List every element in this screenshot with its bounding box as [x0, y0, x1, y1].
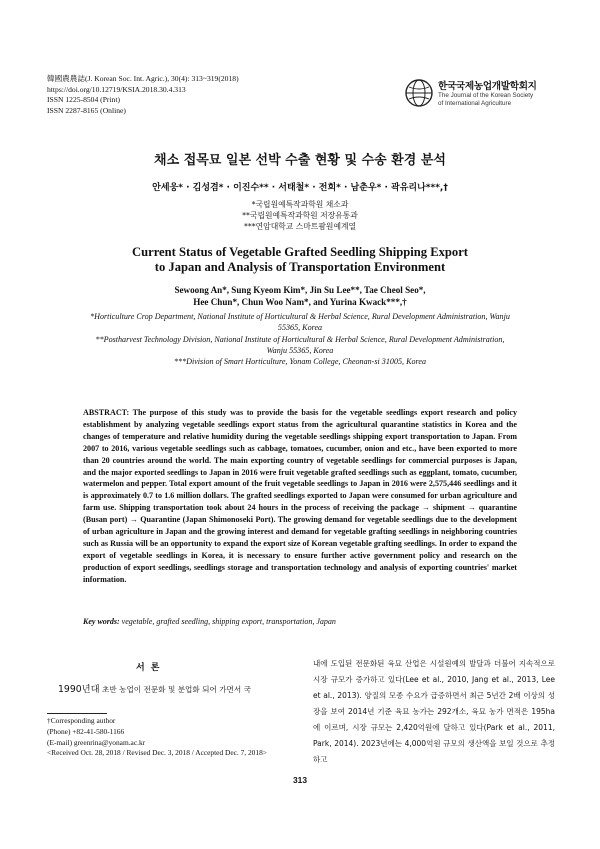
society-name-english: The Journal of the Korean Society of International Agriculture — [438, 92, 534, 107]
page-number: 313 — [293, 775, 307, 785]
affiliations-english — [88, 311, 512, 367]
paper-title-korean: 채소 접목묘 일본 선박 수출 현황 및 수송 환경 분석 — [154, 153, 446, 168]
footnote — [47, 716, 267, 759]
intro-lead-word: 1990년대 — [58, 684, 100, 695]
issn-online: ISSN 2287-8165 (Online) — [47, 105, 126, 115]
affiliation-ko-1: *국립원예특작과학원 채소과 — [251, 200, 349, 209]
corresponding-author: †Corresponding author — [47, 716, 116, 725]
affiliation-en-2: **Postharvest Technology Division, National Institute of Horticultural & Herbal Science, Rural Development Administration, Wanju 55365, Korea — [95, 334, 505, 355]
section-heading-introduction: 서론 — [136, 663, 166, 673]
affiliation-ko-2: **국립원예특작과학원 저장유통과 — [242, 211, 358, 221]
introduction-right-column: 내에 도입된 전문화된 육묘 산업은 시설원예의 발달과 더불어 지속적으로 시장 규모가 증가하고 있다(Lee et al., 2010, Jang et al., 2013, Lee et al., 2013). 양질의 모종 수요가 급증하면서 최근 5년간 2배 이상의 성장을 보여 2014년 기준 육묘 농가는 292개소, 육묘 농가 면적은 195ha에 이르며, 시장 규모는 2,420억원에 달하고 있다(Park et al., 2011, Park, 2014). 2023년에는 4,000억원 규모의 생산액을 보일 것으로 추정하고 — [313, 659, 555, 764]
affiliation-en-3: ***Division of Smart Horticulture, Yonam College, Cheonan-si 31005, Korea — [173, 357, 427, 367]
society-logo — [404, 76, 564, 116]
journal-header — [47, 74, 239, 116]
authors-english: Sewoong An*, Sung Kyeom Kim*, Jin Su Lee**, Tae Cheol Seo*, Hee Chun*, Chun Woo Nam*, and Yurina Kwack***,† — [174, 285, 426, 307]
abstract: ABSTRACT: The purpose of this study was to provide the basis for the vegetable seedlings export research and policy establishment by analyzing vegetable seedlings export status from the agricultural quarantine statistics in Korea and the changes of temperature and relative humidity during the vegetable seedlings shipping export transportation to Japan. From 2007 to 2016, various vegetable seedlings such as cabbage, tomatoes, cucumber, onion and etc., have been exported to more than 20 countries around the world. The main exporting country of vegetable seedlings for commercial purposes is Japan, and the major exported seedlings to Japan in 2016 were fruit vegetable grafted seedlings such as eggplant, tomato, cucumber, watermelon and pepper. Total export amount of the fruit vegetable seedlings to Japan in 2016 were 2,575,446 seedlings and it is approximately 0.7 to 1.6 million dollars. The grafted seedlings exported to Japan were consumed for urban agriculture and farm use. Shipping transportation took about 24 hours in the process of receiving the package → shipment → quarantine (Busan port) → Quarantine (Japan Shimonoseki Port). The growing demand for vegetable seedlings due to the development of urban agriculture in Japan and the growing interest and demand for vegetable grafting seedlings in neighboring countries such as Russia will be an opportunity to expand the export size of Korean vegetable grafting seedlings. In order to expand the export of vegetable seedlings in Korea, it is necessary to ensure further active government policy and research on the production of export seedlings, seedlings storage and transportation technology and analysis of exporting countries' market information. — [83, 408, 517, 584]
intro-left-text: 초반 농업이 전문화 및 분업화 되어 가면서 국 — [99, 685, 251, 694]
affiliations-korean — [0, 199, 600, 233]
manuscript-dates: <Received Oct. 28, 2018 / Revised Dec. 3, 2018 / Accepted Dec. 7, 2018> — [47, 748, 267, 758]
author-phone: (Phone) +82-41-580-1166 — [47, 726, 125, 736]
author-email[interactable]: (E-mail) greenrina@yonam.ac.kr — [47, 737, 146, 747]
keywords-label: Key words: — [83, 617, 120, 626]
keywords-list: vegetable, grafted seedling, shipping export, transportation, Japan — [121, 617, 336, 626]
society-emblem-icon — [404, 78, 434, 108]
keywords — [83, 617, 517, 626]
authors-korean: 안세웅* · 김성겸* · 이진수** · 서태철* · 전희* · 남춘우* · 곽유리나***,† — [152, 183, 448, 193]
society-name-korean: 한국국제농업개발학회지 — [438, 81, 537, 92]
affiliation-en-1: *Horticulture Crop Department, National Institute of Horticultural & Herbal Science, Rural Development Administration, Wanju 55365, Korea — [90, 312, 510, 333]
introduction-left-column — [58, 684, 286, 696]
affiliation-ko-3: ***연암대학교 스마트팜원예계열 — [243, 222, 357, 232]
footnote-divider — [47, 713, 107, 714]
journal-citation: 韓國農農誌(J. Korean Soc. Int. Agric.), 30(4): 313~319(2018) — [47, 74, 239, 83]
doi-link[interactable]: https://doi.org/10.12719/KSIA.2018.30.4.313 — [47, 84, 186, 94]
issn-print: ISSN 1225-8504 (Print) — [47, 95, 120, 105]
paper-title-english: Current Status of Vegetable Grafted Seedling Shipping Export to Japan and Analysis of Transportation Environment — [132, 245, 468, 275]
